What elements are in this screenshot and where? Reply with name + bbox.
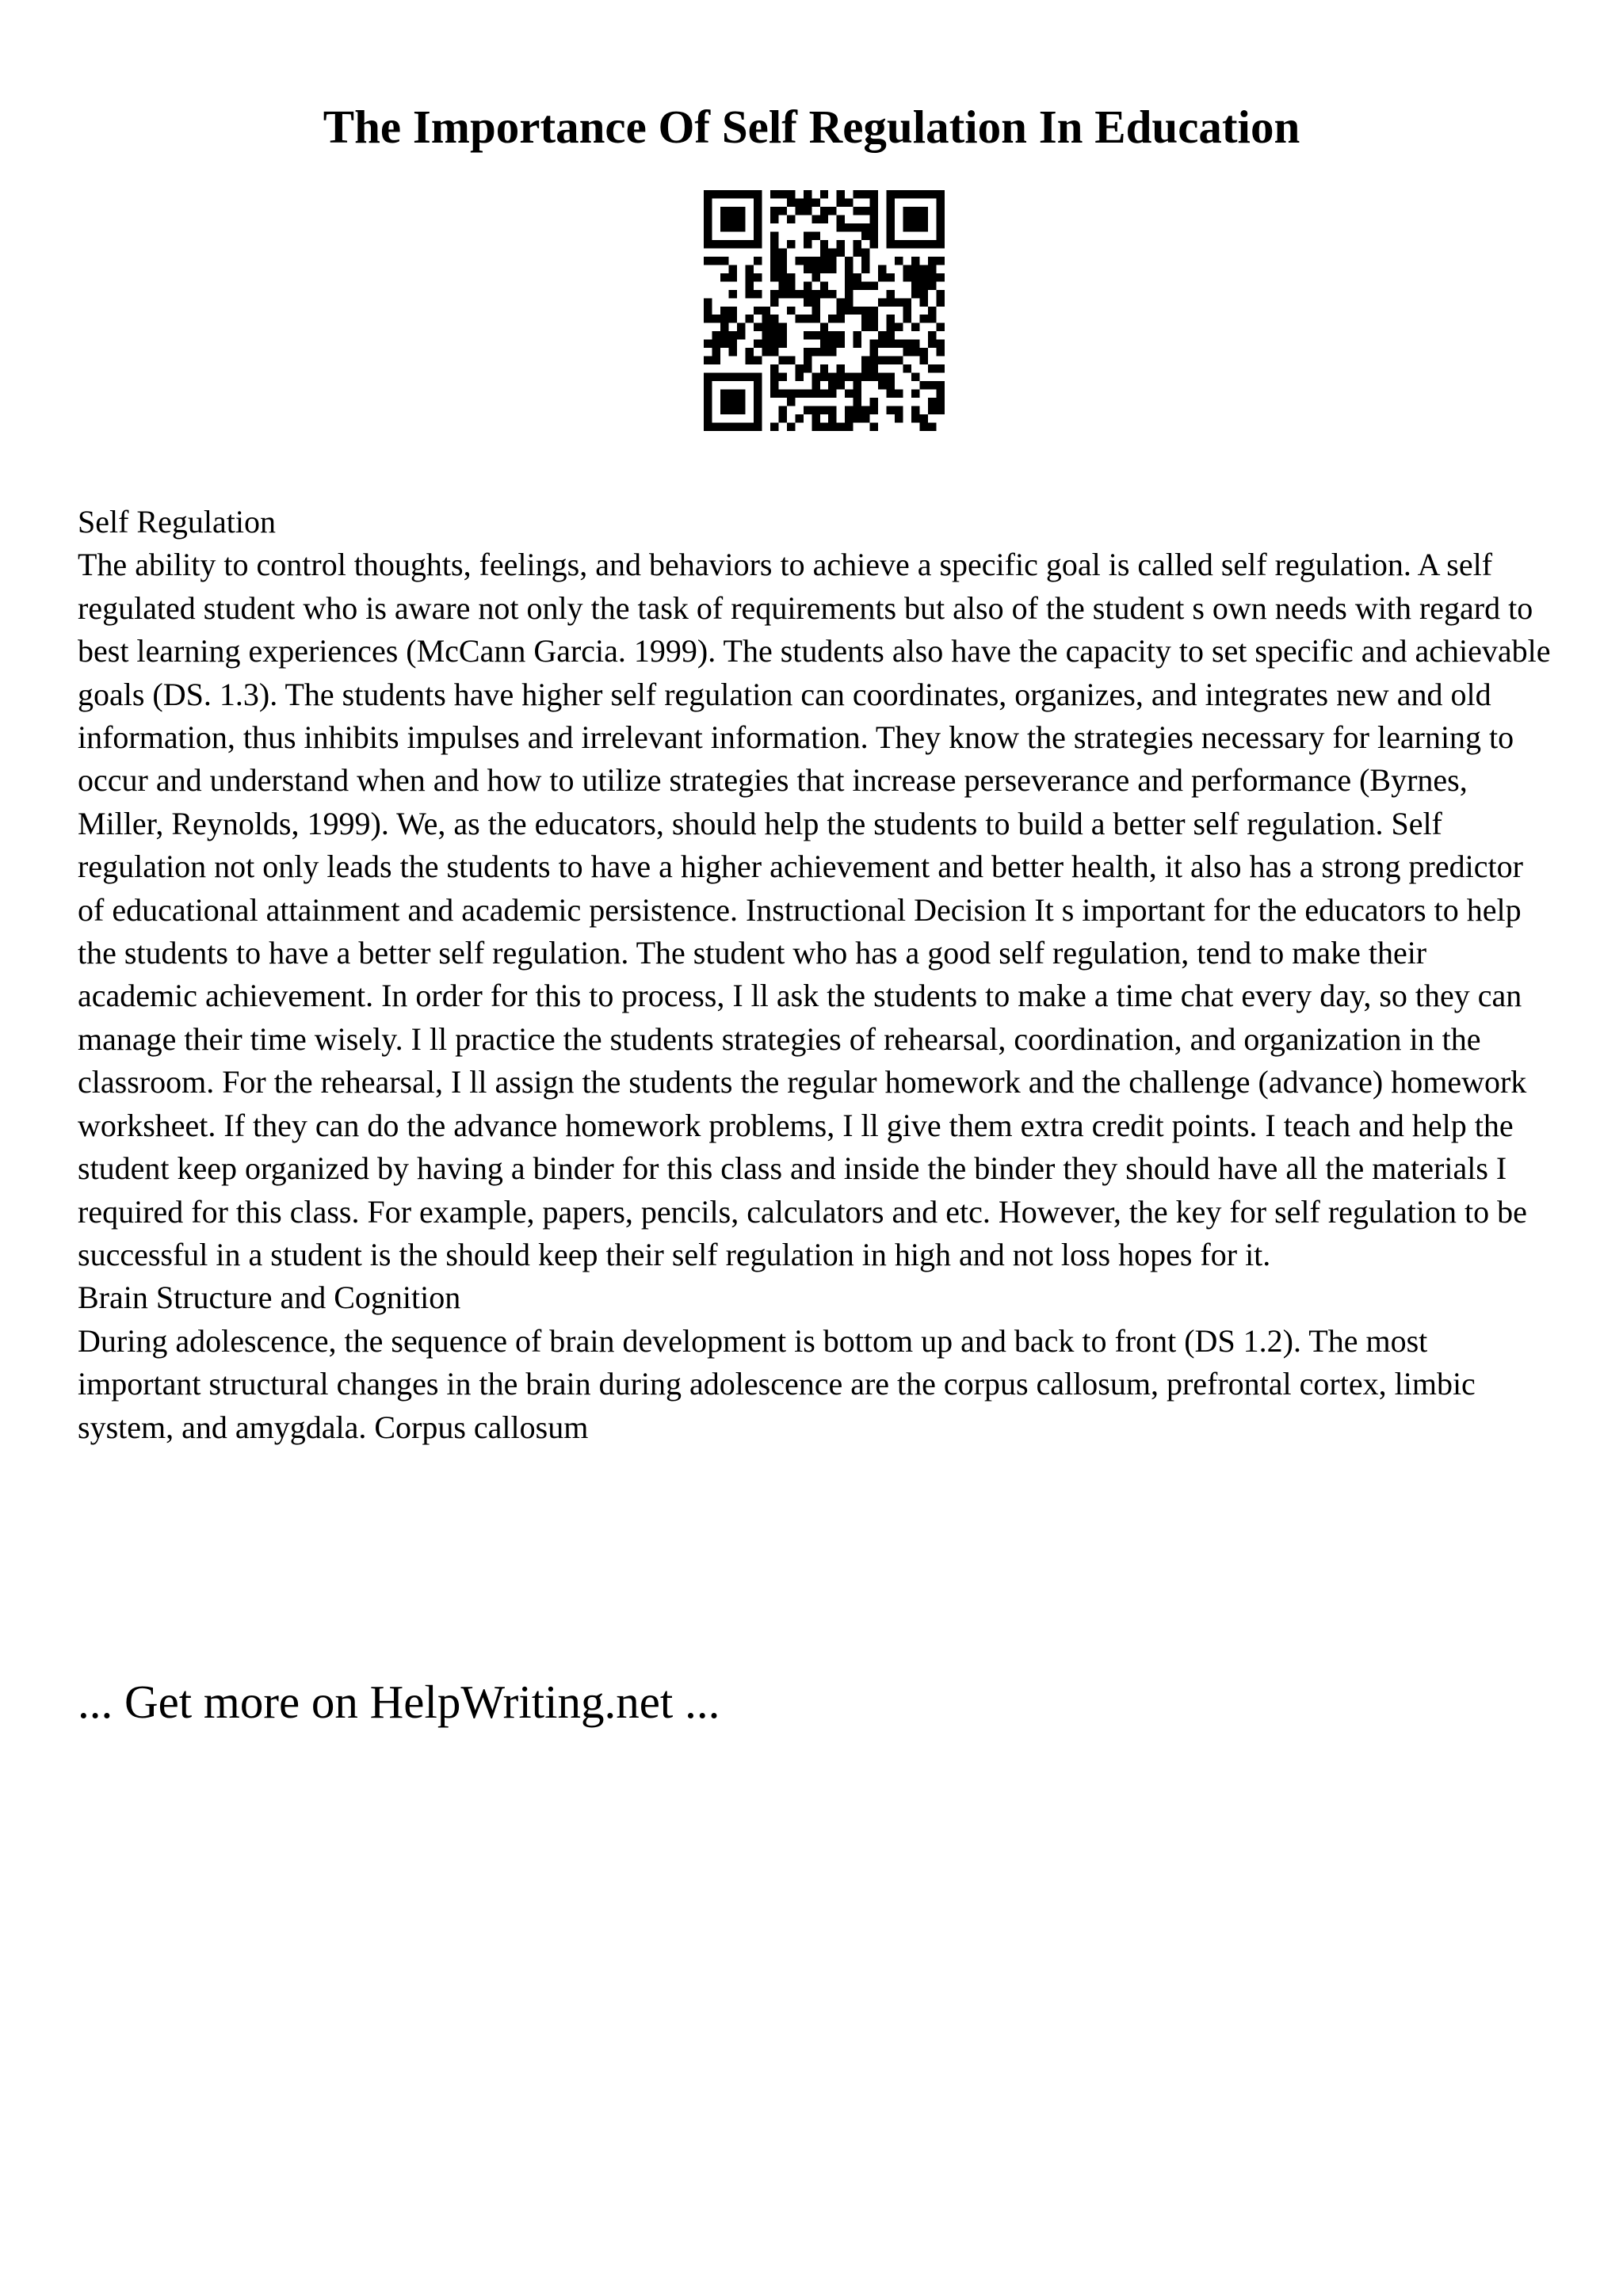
document-body [78,501,1552,1449]
section-heading-self-regulation: Self Regulation [78,504,276,540]
section-heading-brain-structure: Brain Structure and Cognition [78,1280,461,1316]
document-title: The Importance Of Self Regulation In Education [323,101,1300,153]
section-text-self-regulation: The ability to control thoughts, feelings, and behaviors to achieve a specific goal is called self regulation. A self regulated student who is aware not only the task of requirements but also of the student s own needs with regard to best learning experiences (McCann Garcia. 1999). The students also have the capacity to set specific and achievable goals (DS. 1.3). The students have higher self regulation can coordinates, organizes, and integrates new and old information, thus inhibits impulses and irrelevant information. They know the strategies necessary for learning to occur and understand when and how to utilize strategies that increase perseverance and performance (Byrnes, Miller, Reynolds, 1999). We, as the educators, should help the students to build a better self regulation. Self regulation not only leads the students to have a higher achievement and better health, it also has a strong predictor of educational attainment and academic persistence. Instructional Decision It s important for the educators to help the students to have a better self regulation. The student who has a good self regulation, tend to make their academic achievement. In order for this to process, I ll ask the students to make a time chat every day, so they can manage their time wisely. I ll practice the students strategies of rehearsal, coordination, and organization in the classroom. For the rehearsal, I ll assign the students the regular homework and the challenge (advance) homework worksheet. If they can do the advance homework problems, I ll give them extra credit points. I teach and help the student keep organized by having a binder for this class and inside the binder they should have all the materials I required for this class. For example, papers, pencils, calculators and etc. However, the key for self regulation to be successful in a student is the should keep their self regulation in high and not loss hopes for it. [78,547,1551,1272]
get-more-link[interactable]: ... Get more on HelpWriting.net ... [78,1676,720,1728]
qr-code-icon [704,190,945,431]
section-text-brain-structure: During adolescence, the sequence of brain development is bottom up and back to front (DS 1.2). The most important structural changes in the brain during adolescence are the corpus callosum, prefrontal cortex, limbic system, and amygdala. Corpus callosum [78,1322,1476,1445]
